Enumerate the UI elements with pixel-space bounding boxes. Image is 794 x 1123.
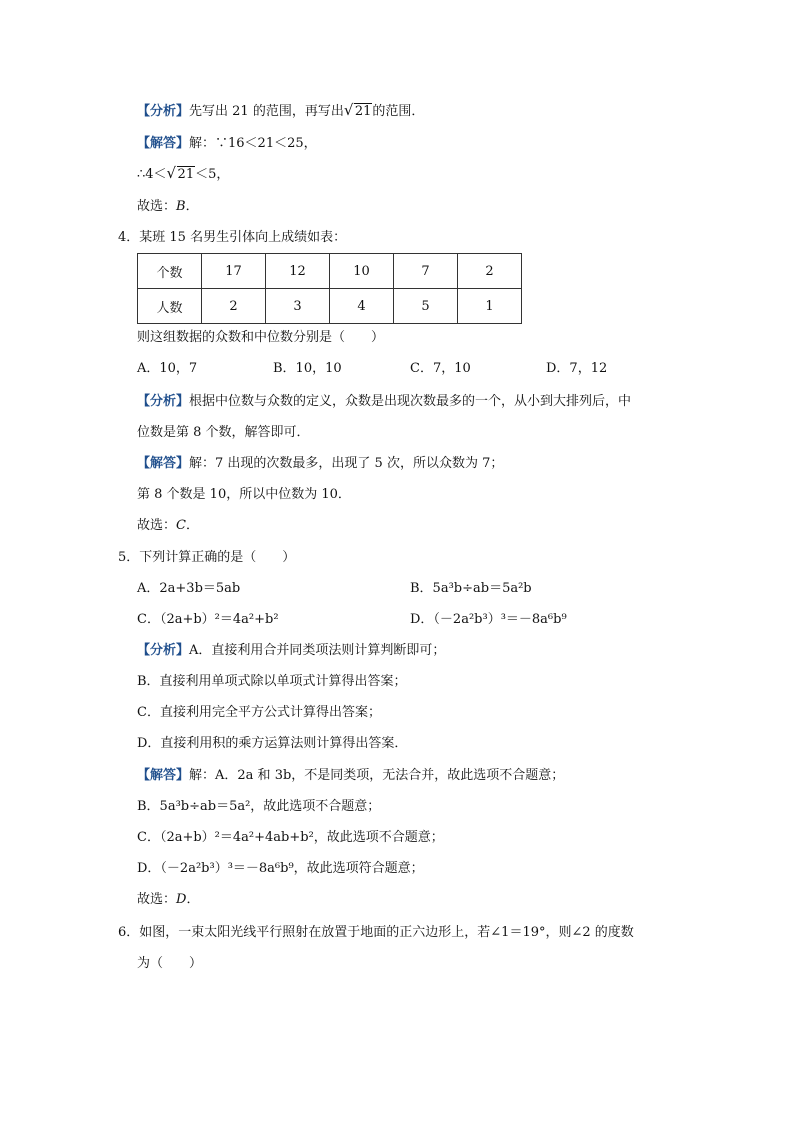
q5-option-d: D．（－2a²b³）³＝－8a⁶b⁹ <box>410 612 567 627</box>
q5-answer-line1: 【解答】解：A．2a 和 3b，不是同类项，无法合并，故此选项不合题意； <box>137 768 565 783</box>
q5-choose: 故选：D． <box>137 892 200 907</box>
table-cell: 2 <box>202 289 266 324</box>
question-number: 5． <box>118 550 140 565</box>
analysis-tag: 【分析】 <box>137 394 190 409</box>
choice-letter: B <box>176 199 186 214</box>
q3-answer-line2-b: ＜5， <box>195 167 230 182</box>
analysis-tag: 【分析】 <box>137 643 190 658</box>
sqrt-21: √ 21 <box>343 101 372 119</box>
q4-analysis-line2: 位数是第 8 个数，解答即可． <box>137 425 310 440</box>
q4-choose: 故选：C． <box>137 518 199 533</box>
q4-answer-line2: 第 8 个数是 10，所以中位数为 10． <box>137 487 351 502</box>
q5-option-c: C．（2a+b）²＝4a²+b² <box>137 612 279 627</box>
q6-stem-line1: 6．如图，一束太阳光线平行照射在放置于地面的正六边形上，若∠1＝19°，则∠2 的度数 <box>118 925 634 940</box>
table-cell: 4 <box>330 289 394 324</box>
q5-stem: 5．下列计算正确的是（ ） <box>118 550 296 565</box>
q4-option-b: B．10，10 <box>273 361 342 376</box>
q5-answer-line2: B．5a³b÷ab＝5a²，故此选项不合题意； <box>137 799 381 814</box>
q5-analysis-line4: D．直接利用积的乘方运算法则计算得出答案． <box>137 736 408 751</box>
q5-analysis-line3: C．直接利用完全平方公式计算得出答案； <box>137 705 381 720</box>
question-number: 4． <box>118 230 140 245</box>
sqrt-21: √ 21 <box>166 164 195 182</box>
q3-answer-line2 <box>137 166 229 184</box>
q5-analysis-line2: B．直接利用单项式除以单项式计算得出答案； <box>137 674 407 689</box>
q5-option-b: B．5a³b÷ab＝5a²b <box>410 581 532 596</box>
table-cell: 2 <box>458 254 522 289</box>
q6-stem-line2: 为（ ） <box>137 956 203 971</box>
q5-answer-line3: C．（2a+b）²＝4a²+4ab+b²，故此选项不合题意； <box>137 830 444 845</box>
table-cell: 个数 <box>138 254 202 289</box>
table-cell: 3 <box>266 289 330 324</box>
q3-answer-line1 <box>137 135 317 153</box>
q3-analysis <box>137 103 424 121</box>
answer-tag: 【解答】 <box>137 768 190 783</box>
q5-option-a: A．2a+3b＝5ab <box>137 581 241 596</box>
q4-question: 则这组数据的众数和中位数分别是（ ） <box>137 330 385 345</box>
q4-option-a: A．10，7 <box>137 361 198 376</box>
table-row <box>138 254 522 289</box>
answer-tag: 【解答】 <box>137 136 190 151</box>
q3-choose: 故选：B． <box>137 199 199 214</box>
table-cell: 17 <box>202 254 266 289</box>
q3-answer-text: 解：∵16＜21＜25， <box>189 136 317 151</box>
q5-analysis-line1: 【分析】A．直接利用合并同类项法则计算判断即可； <box>137 643 446 658</box>
grade-table <box>137 253 522 324</box>
q4-stem: 4．某班 15 名男生引体向上成绩如表： <box>118 230 347 245</box>
q3-analysis-text-a: 先写出 21 的范围，再写出 <box>189 104 344 119</box>
answer-tag: 【解答】 <box>137 456 190 471</box>
q4-answer-line1: 【解答】解：7 出现的次数最多，出现了 5 次，所以众数为 7； <box>137 456 504 471</box>
table-cell: 5 <box>394 289 458 324</box>
q4-analysis-line1: 【分析】根据中位数与众数的定义，众数是出现次数最多的一个，从小到大排列后，中 <box>137 394 632 409</box>
table-cell: 7 <box>394 254 458 289</box>
choice-letter: D <box>176 892 187 907</box>
analysis-tag: 【分析】 <box>137 104 190 119</box>
table-row <box>138 289 522 324</box>
table-cell: 人数 <box>138 289 202 324</box>
q4-option-d: D．7，12 <box>546 361 608 376</box>
q5-answer-line4: D．（－2a²b³）³＝－8a⁶b⁹，故此选项符合题意； <box>137 861 424 876</box>
q4-option-c: C．7，10 <box>410 361 471 376</box>
choice-letter: C <box>176 518 186 533</box>
table-cell: 12 <box>266 254 330 289</box>
q3-analysis-text-b: 的范围． <box>372 104 425 119</box>
question-number: 6． <box>118 925 140 940</box>
table-cell: 1 <box>458 289 522 324</box>
table-cell: 10 <box>330 254 394 289</box>
q3-answer-line2-a: ∴4＜ <box>137 167 167 182</box>
